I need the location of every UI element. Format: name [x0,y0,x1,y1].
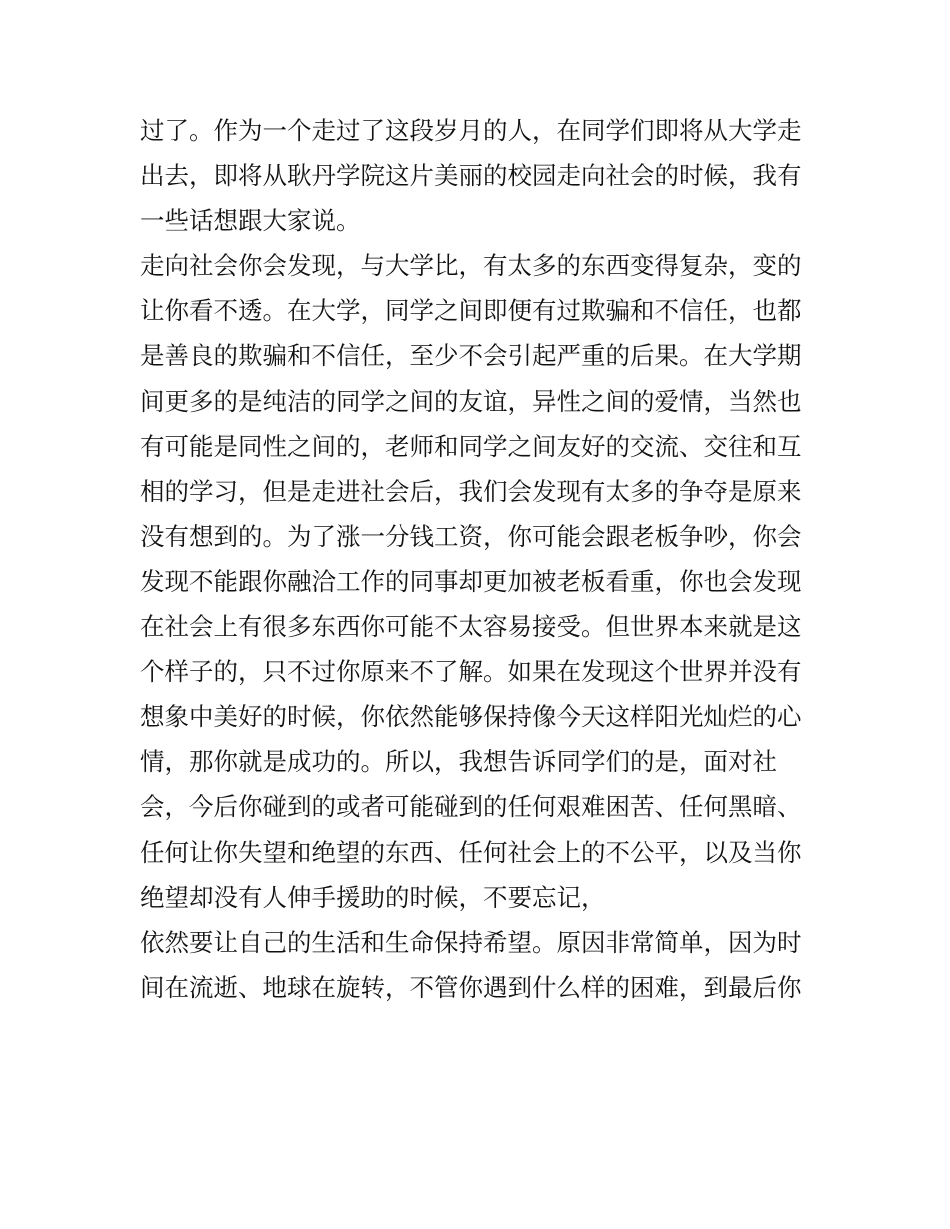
text-line: 相的学习，但是走进社会后，我们会发现有太多的争夺是原来 [140,476,802,506]
text-line: 间在流逝、地球在旋转，不管你遇到什么样的困难，到最后你 [140,972,802,1002]
text-line: 在社会上有很多东西你可能不太容易接受。但世界本来就是这 [140,612,802,642]
text-line: 会，今后你碰到的或者可能碰到的任何艰难困苦、任何黑暗、 [140,792,802,822]
text-line: 情，那你就是成功的。所以，我想告诉同学们的是，面对社 [140,747,777,777]
text-line: 绝望却没有人伸手援助的时候，不要忘记， [140,882,606,912]
text-line: 有可能是同性之间的，老师和同学之间友好的交流、交往和互 [140,431,802,461]
text-line: 走向社会你会发现，与大学比，有太多的东西变得复杂，变的 [140,251,802,281]
text-line: 一些话想跟大家说。 [140,206,361,236]
text-line: 想象中美好的时候，你依然能够保持像今天这样阳光灿烂的心 [140,702,802,732]
text-line: 个样子的，只不过你原来不了解。如果在发现这个世界并没有 [140,657,802,687]
text-line: 任何让你失望和绝望的东西、任何社会上的不公平，以及当你 [140,837,802,867]
text-line: 让你看不透。在大学，同学之间即便有过欺骗和不信任，也都 [140,296,802,326]
text-line: 依然要让自己的生活和生命保持希望。原因非常简单，因为时 [140,927,802,957]
text-line: 出去，即将从耿丹学院这片美丽的校园走向社会的时候，我有 [140,161,802,191]
text-line: 没有想到的。为了涨一分钱工资，你可能会跟老板争吵，你会 [140,521,802,551]
text-line: 发现不能跟你融洽工作的同事却更加被老板看重，你也会发现 [140,566,802,596]
text-line: 过了。作为一个走过了这段岁月的人，在同学们即将从大学走 [140,116,802,145]
text-line: 间更多的是纯洁的同学之间的友谊，异性之间的爱情，当然也 [140,386,802,416]
text-line: 是善良的欺骗和不信任，至少不会引起严重的后果。在大学期 [140,341,802,371]
document-body-text [140,108,820,1010]
